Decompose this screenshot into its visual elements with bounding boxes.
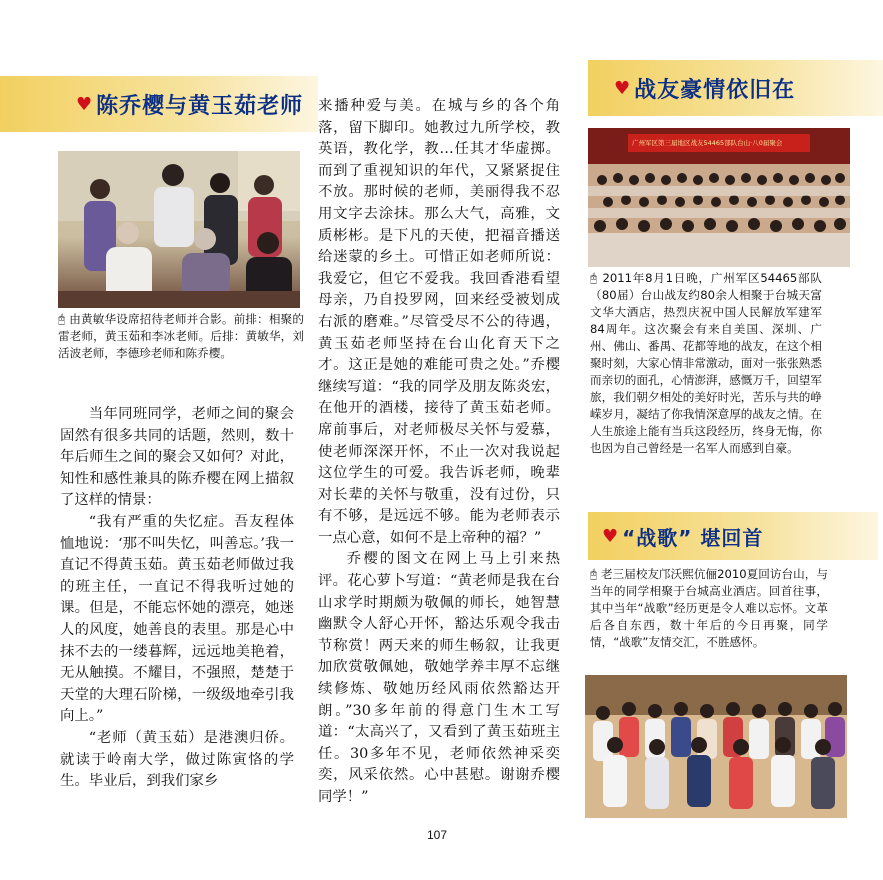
- section-banner-comrades: [588, 60, 883, 116]
- comrades-banner-text: 广州军区第三届地区战友54465部队台山·八0届聚会: [632, 139, 783, 147]
- article-column-2: [318, 96, 560, 809]
- photo-teachers-group: [58, 151, 300, 308]
- caption-teachers-text: 由黄敏华设席招待老师并合影。前排：相聚的雷老师，黄玉茹和李冰老师。后排：黄敏华，刘活波老师，李德珍老师和陈乔樱。: [58, 312, 304, 360]
- heart-icon: ♥: [76, 93, 93, 115]
- section-title-comrades: 战友豪情依旧在: [634, 77, 796, 103]
- article-paragraph: “我有严重的失忆症。吾友程体恤地说：‘那不叫失忆，叫善忘。’我一直记不得黄玉茹。黄玉茹老师做过我的班主任，一直记不得我听过她的课。但是，不能忘怀她的漂亮，她迷人的风度，她善良的表里。那是心中抹不去的一缕暮辉，远远地美艳着，无从触摸。不耀目，不强照，楚楚于天堂的大理石阶梯，一级级地牵引我向上。”: [60, 513, 294, 725]
- caption-comrades: [590, 270, 822, 457]
- page-number: 107: [427, 828, 448, 842]
- heart-icon: ♥: [602, 525, 619, 547]
- caption-songs: [590, 566, 828, 651]
- heart-icon: ♥: [614, 77, 631, 99]
- mouse-icon: 🖰: [58, 312, 66, 326]
- caption-songs-text: 老三届校友邝沃熙伉俪2010夏回访台山，与当年的同学相聚于台城高业酒店。回首往事，其中当年“战歌”经历更是令人难以忘怀。文革后各自东西，数十年后的今日再聚，同学情，“战歌”友情交汇，不胜感怀。: [590, 567, 829, 649]
- photo-comrades-reunion: [588, 128, 850, 267]
- section-title-songs: “战歌” 堪回首: [622, 525, 764, 550]
- mouse-icon: 🖰: [590, 567, 598, 581]
- section-title-teachers: 陈乔樱与黄玉茹老师: [96, 93, 304, 119]
- classmates-photo-drawing: [585, 675, 847, 818]
- caption-teachers: [58, 311, 304, 362]
- section-banner-teachers: [0, 76, 318, 132]
- article-paragraph: 乔樱的图文在网上马上引来热评。花心萝卜写道：“黄老师是我在台山求学时期颇为敬佩的师长，她智慧幽默令人舒心开怀，豁达乐观令我击节称赏！两天来的师生畅叙，让我更加欣赏敬佩她，敬她学养丰厚不忘继续修炼、敬她历经风雨依然豁达开朗。”30多年前的得意门生木工写道：“太高兴了，又看到了黄玉茹班主任。30多年不见，老师依然神采奕奕，风采依然。心中甚慰。谢谢乔樱同学！”: [318, 551, 560, 805]
- section-banner-songs: [588, 512, 878, 560]
- article-paragraph: “老师（黄玉茹）是港澳归侨。就读于岭南大学，做过陈寅恪的学生。毕业后，到我们家乡: [60, 729, 294, 790]
- article-column-1: [60, 404, 294, 793]
- mouse-icon: 🖰: [590, 271, 598, 285]
- article-paragraph: 当年同班同学，老师之间的聚会固然有很多共同的话题，然则，数十年后师生之间的聚会又如何？对此，知性和感性兼具的陈乔樱在网上描叙了这样的情景：: [60, 406, 294, 509]
- article-paragraph: 来播种爱与美。在城与乡的各个角落，留下脚印。她教过九所学校，教英语，教化学，教…任其才华虚掷。而到了重视知识的年代，又紧紧捉住不放。那时候的老师，美丽得我不忍用文字去涂抹。那么大气，高雅，文质彬彬。是下凡的天使，把福音播送给迷蒙的乡土。可惜正如老师所说：我爱它，但它不爱我。我回香港看望母亲，乃自投罗网，回来经受被划成右派的磨难。”尽管受尽不公的待遇，黄玉茹老师坚持在台山化育天下之才。这正是她的难能可贵之处。”乔樱继续写道：“我的同学及朋友陈炎宏，在他开的酒楼，接待了黄玉茹老师。席前事后，对老师极尽关怀与爱慕，使老师深深开怀，不止一次对我说起这位学生的可爱。我告诉老师，晚辈对长辈的关怀与敬重，没有过份，只有不够，是远远不够。能为老师表示一点心意，如何不是上帝种的福？”: [318, 98, 560, 546]
- photo-classmates-reunion: [585, 675, 847, 818]
- teachers-photo-drawing: [58, 151, 300, 308]
- caption-comrades-text: 2011年8月1日晚，广州军区54465部队（80届）台山战友约80余人相聚于台城天富文华大酒店，热烈庆祝中国人民解放军建军84周年。这次聚会有来自美国、深圳、广州、佛山、番禺、花都等地的战友，在这个相聚时刻，大家心情非常激动，面对一张张熟悉而亲切的面孔，心情澎湃，感慨万千，回望军旅，我们朝夕相处的美好时光，苦乐与共的峥嵘岁月，凝结了你我情深意厚的战友之情。在人生旅途上能有当兵这段经历，终身无悔，你也因为自己曾经是一名军人而感到自豪。: [590, 271, 823, 455]
